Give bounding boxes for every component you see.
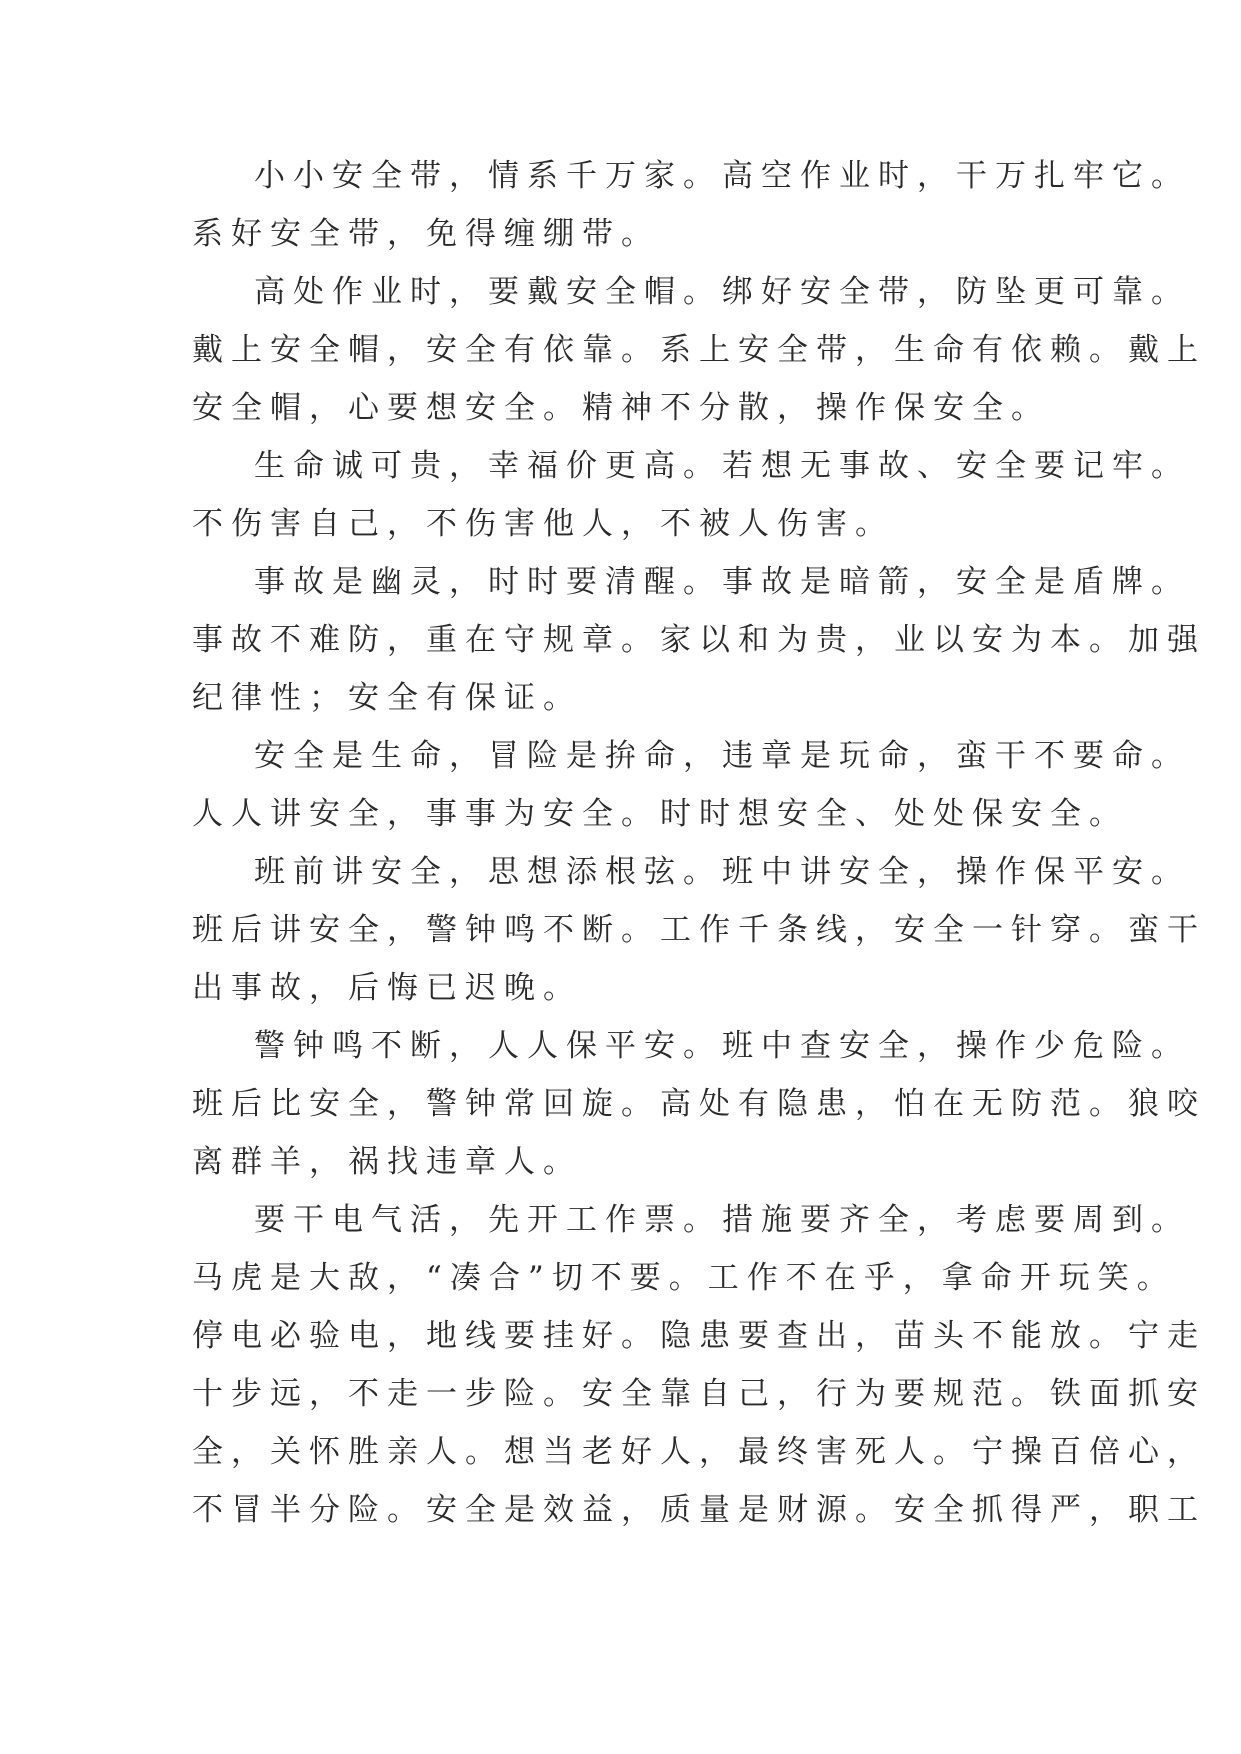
- paragraph-8-line-5: 全，关怀胜亲人。想当老好人，最终害死人。宁操百倍心，: [192, 1434, 1206, 1470]
- paragraph-7-line-1: 警钟鸣不断，人人保平安。班中查安全，操作少危险。: [254, 1028, 1190, 1064]
- paragraph-2-line-3: 安全帽，心要想安全。精神不分散，操作保安全。: [192, 390, 1050, 426]
- paragraph-8-line-6: 不冒半分险。安全是效益，质量是财源。安全抓得严，职工: [192, 1492, 1206, 1528]
- paragraph-4-line-1: 事故是幽灵，时时要清醒。事故是暗箭，安全是盾牌。: [254, 564, 1190, 600]
- paragraph-4-line-3: 纪律性；安全有保证。: [192, 680, 582, 716]
- paragraph-3-line-2: 不伤害自己，不伤害他人，不被人伤害。: [192, 506, 894, 542]
- paragraph-1-line-2: 系好安全带，免得缠绷带。: [192, 216, 660, 252]
- paragraph-6-line-1: 班前讲安全，思想添根弦。班中讲安全，操作保平安。: [254, 854, 1190, 890]
- paragraph-5-line-1: 安全是生命，冒险是拚命，违章是玩命，蛮干不要命。: [254, 738, 1190, 774]
- paragraph-8-line-1: 要干电气活，先开工作票。措施要齐全，考虑要周到。: [254, 1202, 1190, 1238]
- paragraph-2-line-2: 戴上安全帽，安全有依靠。系上安全带，生命有依赖。戴上: [192, 332, 1206, 368]
- paragraph-6-line-2: 班后讲安全，警钟鸣不断。工作千条线，安全一针穿。蛮干: [192, 912, 1206, 948]
- paragraph-8-line-3: 停电必验电，地线要挂好。隐患要查出，苗头不能放。宁走: [192, 1318, 1206, 1354]
- paragraph-4-line-2: 事故不难防，重在守规章。家以和为贵，业以安为本。加强: [192, 622, 1206, 658]
- paragraph-2-line-1: 高处作业时，要戴安全帽。绑好安全带，防坠更可靠。: [254, 274, 1190, 310]
- paragraph-7-line-3: 离群羊，祸找违章人。: [192, 1144, 582, 1180]
- paragraph-5-line-2: 人人讲安全，事事为安全。时时想安全、处处保安全。: [192, 796, 1128, 832]
- paragraph-7-line-2: 班后比安全，警钟常回旋。高处有隐患，怕在无防范。狼咬: [192, 1086, 1206, 1122]
- paragraph-8-line-4: 十步远，不走一步险。安全靠自己，行为要规范。铁面抓安: [192, 1376, 1206, 1412]
- paragraph-8-line-2: 马虎是大敌，“凑合”切不要。工作不在乎，拿命开玩笑。: [192, 1260, 1176, 1296]
- paragraph-1-line-1: 小小安全带，情系千万家。高空作业时，干万扎牢它。: [254, 158, 1190, 194]
- paragraph-6-line-3: 出事故，后悔已迟晚。: [192, 970, 582, 1006]
- paragraph-3-line-1: 生命诚可贵，幸福价更高。若想无事故、安全要记牢。: [254, 448, 1190, 484]
